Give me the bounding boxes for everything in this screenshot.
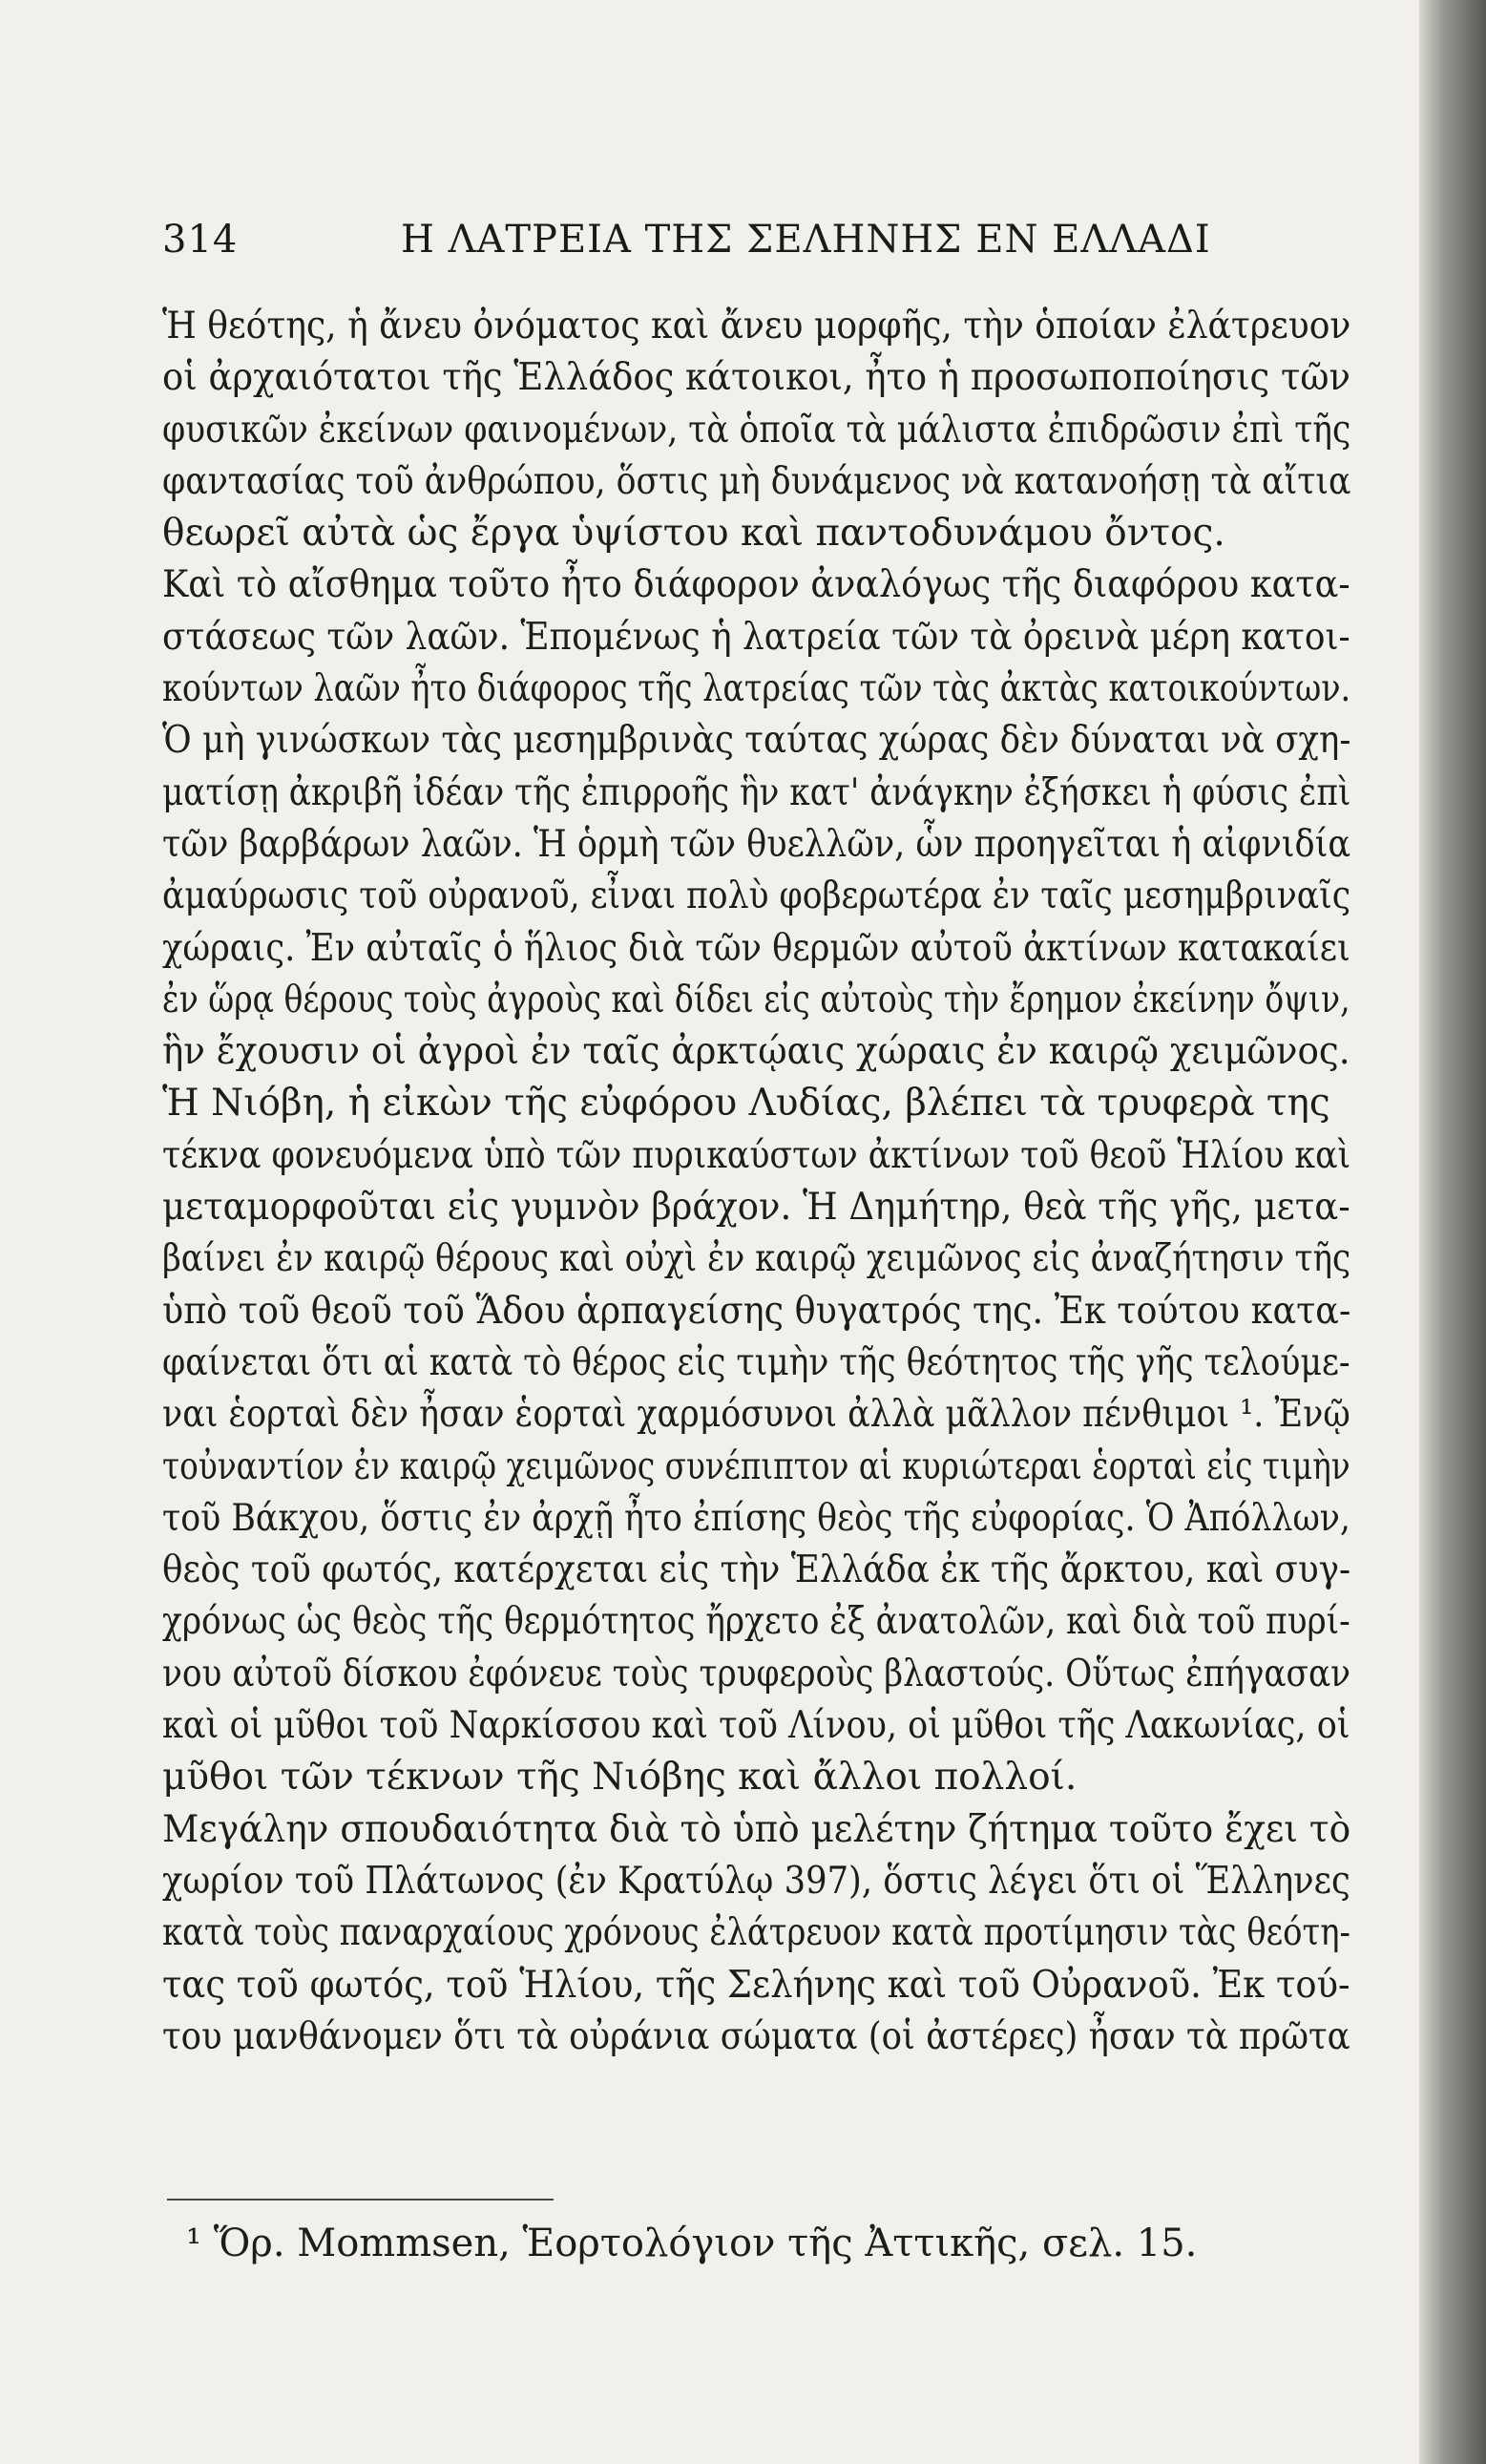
text-line: ματίσῃ ἀκριβῆ ἰδέαν τῆς ἐπιρροῆς ἣν κατ' ἀνάγκην ἐξήσκει ἡ φύσις ἐπὶ: [162, 770, 1351, 814]
text-line: ἐν ὥρᾳ θέρους τοὺς ἀγροὺς καὶ δίδει εἰς αὐτοὺς τὴν ἔρημον ἐκείνην ὄψιν,: [162, 978, 1350, 1021]
text-line: κούντων λαῶν ἦτο διάφορος τῆς λατρείας τῶν τὰς ἀκτὰς κατοικούντων.: [162, 667, 1351, 711]
text-line: ἣν ἔχουσιν οἱ ἀγροὶ ἐν ταῖς ἀρκτῴαις χώραις ἐν καιρῷ χειμῶνος.: [162, 1030, 1350, 1074]
text-line: φυσικῶν ἐκείνων φαινομένων, τὰ ὁποῖα τὰ μάλιστα ἐπιδρῶσιν ἐπὶ τῆς: [162, 408, 1351, 452]
page-header: [162, 218, 1403, 275]
text-line: θεὸς τοῦ φωτός, κατέρχεται εἰς τὴν Ἑλλάδα ἐκ τῆς ἄρκτου, καὶ συγ-: [162, 1548, 1351, 1592]
body-text: [162, 301, 1350, 2063]
page-edge-shadow: [1419, 0, 1486, 2464]
text-line: μῦθοι τῶν τέκνων τῆς Νιόβης καὶ ἄλλοι πολλοί.: [162, 1756, 1078, 1800]
text-line: Ἡ θεότης, ἡ ἄνευ ὀνόματος καὶ ἄνευ μορφῆς, τὴν ὁποίαν ἐλάτρευον: [162, 305, 1351, 347]
text-line: χρόνως ὡς θεὸς τῆς θερμότητος ἤρχετο ἐξ ἀνατολῶν, καὶ διὰ τοῦ πυρί-: [162, 1600, 1350, 1644]
text-line: ἀμαύρωσις τοῦ οὐρανοῦ, εἶναι πολὺ φοβερωτέρα ἐν ταῖς μεσημβριναῖς: [162, 874, 1351, 918]
text-line: Καὶ τὸ αἴσθημα τοῦτο ἦτο διάφορον ἀναλόγως τῆς διαφόρου κατα-: [162, 563, 1350, 607]
text-line: Μεγάλην σπουδαιότητα διὰ τὸ ὑπὸ μελέτην ζήτημα τοῦτο ἔχει τὸ: [162, 1807, 1351, 1851]
text-line: καὶ οἱ μῦθοι τοῦ Ναρκίσσου καὶ τοῦ Λίνου, οἱ μῦθοι τῆς Λακωνίας, οἱ: [162, 1704, 1350, 1748]
text-line: τοὐναντίον ἐν καιρῷ χειμῶνος συνέπιπτον αἱ κυριώτεραι ἑορταὶ εἰς τιμὴν: [162, 1444, 1350, 1488]
text-line: φαντασίας τοῦ ἀνθρώπου, ὅστις μὴ δυνάμενος νὰ κατανοήσῃ τὰ αἴτια: [162, 459, 1351, 503]
text-line: μεταμορφοῦται εἰς γυμνὸν βράχον. Ἡ Δημήτηρ, θεὰ τῆς γῆς, μετα-: [162, 1186, 1350, 1230]
footnote: ¹ Ὅρ. Mommsen, Ἑορτολόγιον τῆς Ἀττικῆς, σελ. 15.: [186, 2222, 1198, 2265]
text-line: χώραις. Ἐν αὐταῖς ὁ ἥλιος διὰ τῶν θερμῶν αὐτοῦ ἀκτίνων κατακαίει: [162, 926, 1350, 970]
text-line: φαίνεται ὅτι αἱ κατὰ τὸ θέρος εἰς τιμὴν τῆς θεότητος τῆς γῆς τελούμε-: [162, 1340, 1350, 1384]
text-line: κατὰ τοὺς παναρχαίους χρόνους ἐλάτρευον κατὰ προτίμησιν τὰς θεότη-: [162, 1911, 1350, 1955]
text-line: ὑπὸ τοῦ θεοῦ τοῦ Ἅδου ἁρπαγείσης θυγατρός της. Ἐκ τούτου κατα-: [162, 1289, 1351, 1333]
text-line: νου αὐτοῦ δίσκου ἐφόνευε τοὺς τρυφεροὺς βλαστούς. Οὕτως ἐπήγασαν: [162, 1652, 1351, 1695]
text-line: θεωρεῖ αὐτὰ ὡς ἔργα ὑψίστου καὶ παντοδυνάμου ὄντος.: [162, 512, 1225, 556]
text-line: στάσεως τῶν λαῶν. Ἑπομένως ἡ λατρεία τῶν τὰ ὀρεινὰ μέρη κατοι-: [162, 615, 1350, 659]
text-line: ναι ἑορταὶ δὲν ἦσαν ἑορταὶ χαρμόσυνοι ἀλλὰ μᾶλλον πένθιμοι ¹. Ἐνῷ: [162, 1393, 1350, 1437]
text-line: τῶν βαρβάρων λαῶν. Ἡ ὁρμὴ τῶν θυελλῶν, ὧν προηγεῖται ἡ αἰφνιδία: [162, 822, 1351, 866]
text-line: του μανθάνομεν ὅτι τὰ οὐράνια σώματα (οἱ ἀστέρες) ἦσαν τὰ πρῶτα: [162, 2014, 1350, 2058]
text-line: Ἡ Νιόβη, ἡ εἰκὼν τῆς εὐφόρου Λυδίας, βλέπει τὰ τρυφερὰ της: [162, 1082, 1330, 1126]
text-line: Ὁ μὴ γινώσκων τὰς μεσημβρινὰς ταύτας χώρας δὲν δύναται νὰ σχη-: [162, 719, 1351, 763]
footnote-divider: [167, 2199, 554, 2201]
text-line: τέκνα φονευόμενα ὑπὸ τῶν πυρικαύστων ἀκτίνων τοῦ θεοῦ Ἡλίου καὶ: [162, 1133, 1351, 1177]
text-line: τοῦ Βάκχου, ὅστις ἐν ἀρχῇ ἦτο ἐπίσης θεὸς τῆς εὐφορίας. Ὁ Ἀπόλλων,: [162, 1496, 1350, 1540]
running-title: Η ΛΑΤΡΕΙΑ ΤΗΣ ΣΕΛΗΝΗΣ ΕΝ ΕΛΛΑΔΙ: [401, 218, 1211, 262]
page-number: 314: [162, 218, 239, 262]
text-line: βαίνει ἐν καιρῷ θέρους καὶ οὐχὶ ἐν καιρῷ χειμῶνος εἰς ἀναζήτησιν τῆς: [162, 1237, 1351, 1281]
text-line: χωρίον τοῦ Πλάτωνος (ἐν Κρατύλῳ 397), ὅστις λέγει ὅτι οἱ Ἕλληνες: [162, 1859, 1350, 1903]
text-line: τας τοῦ φωτός, τοῦ Ἡλίου, τῆς Σελήνης καὶ τοῦ Οὐρανοῦ. Ἐκ τού-: [162, 1963, 1350, 2007]
text-line: οἱ ἀρχαιότατοι τῆς Ἑλλάδος κάτοικοι, ἦτο ἡ προσωποποίησις τῶν: [162, 356, 1350, 400]
